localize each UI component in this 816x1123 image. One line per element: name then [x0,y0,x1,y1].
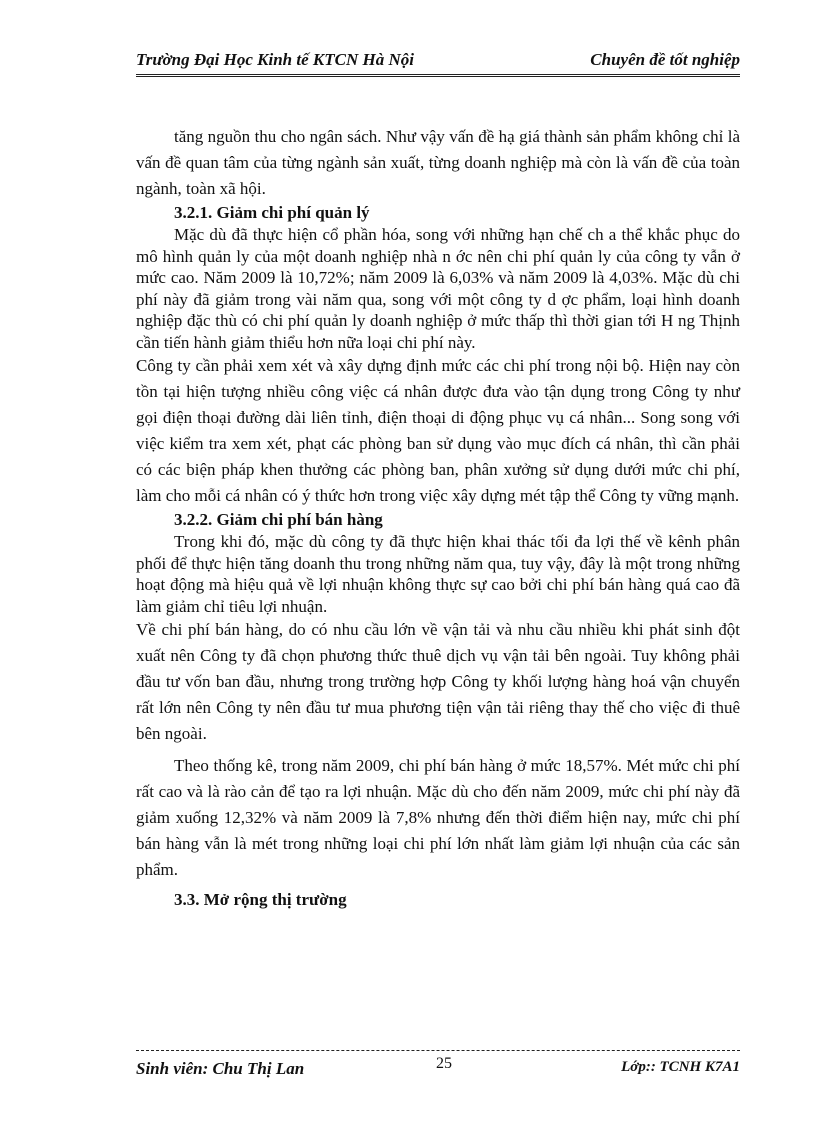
school-name: Trường Đại Học Kinh tế KTCN Hà Nội [136,50,414,69]
class-name: Lớp:: TCNH K7A1 [621,1059,740,1075]
page-number: 25 [436,1055,452,1072]
paragraph-intro: tăng nguồn thu cho ngân sách. Như vậy vấn đề hạ giá thành sản phẩm không chỉ là vấn đề quan tâm của từng ngành sản xuất, từng doanh nghiệp mà còn là vấn đề của toàn ngành, toàn xã hội. [136,127,740,198]
paragraph-sales-cost-b: Về chi phí bán hàng, do có nhu cầu lớn về vận tải và nhu cầu nhiều khi phát sinh đột xuất nên Công ty đã chọn phương thức thuê dịch vụ vận tải bên ngoài. Tuy không phải đầu tư vốn ban đầu, nhưng trong trường hợp Công ty khối lượng hàng hoá vận chuyển rất lớn nên Công ty nên đầu tư mua phương tiện vận tải riêng thay thế cho việc đi thuê bên ngoài. [136,620,740,743]
document-type: Chuyên đề tốt nghiệp [590,50,740,69]
paragraph-management-cost-a: Mặc dù đã thực hiện cổ phần hóa, song với những hạn chế ch a thể khắc phục do mô hình quản ly của một doanh nghiệp nhà n ớc nên chi phí quản ly của công ty vẫn ở mức cao. Năm 2009 là 10,72%; năm 2009 là 6,03% và năm 2009 là 4,03%. Mặc dù chi phí này đã giảm trong vài năm qua, song với một công ty d ợc phẩm, loại hình doanh nghiệp đặc thù có chi phí quản ly doanh nghiệp ở mức thấp thì thời gian tới H ng Thịnh cần tiến hành giảm thiểu hơn nữa loại chi phí này. [136,225,740,352]
student-name: Sinh viên: Chu Thị Lan [136,1059,305,1078]
section-heading-3-3: 3.3. Mở rộng thị trường [174,890,347,909]
page-header [136,48,740,77]
paragraph-statistics: Theo thống kê, trong năm 2009, chi phí bán hàng ở mức 18,57%. Mét mức chi phí rất cao và là rào cản để tạo ra lợi nhuận. Mặc dù cho đến năm 2009, mức chi phí này đã giảm xuống 12,32% và năm 2009 là 7,8% nhưng đến thời điểm hiện nay, mức chi phí bán hàng vẫn là mét trong những loại chi phí lớn nhất làm giảm lợi nhuận của các sản phẩm. [136,756,740,879]
page-content [136,124,740,911]
section-heading-3-2-1: 3.2.1. Giảm chi phí quản lý [174,203,370,222]
page-footer [136,1050,740,1079]
paragraph-management-cost-b: Công ty cần phải xem xét và xây dựng định mức các chi phí trong nội bộ. Hiện nay còn tồn tại hiện tượng nhiều công việc cá nhân được đưa vào tận dụng trong Công ty như gọi điện thoại đường dài liên tỉnh, điện thoại di động phục vụ cá nhân... Song song với việc kiểm tra xem xét, phạt các phòng ban sử dụng vào mục đích cá nhân, thì cần phải có các biện pháp khen thưởng các phòng ban, phân xưởng sử dụng dưới mức chi phí, làm cho mỗi cá nhân có ý thức hơn trong việc xây dựng mét tập thể Công ty vững mạnh. [136,356,740,505]
paragraph-sales-cost-a: Trong khi đó, mặc dù công ty đã thực hiện khai thác tối đa lợi thế về kênh phân phối để thực hiện tăng doanh thu trong những năm qua, tuy vậy, đây là một trong những hoạt động mà hiệu quả về lợi nhuận không thực sự cao bởi chi phí bán hàng quá cao đã làm giảm chỉ tiêu lợi nhuận. [136,532,740,616]
section-heading-3-2-2: 3.2.2. Giảm chi phí bán hàng [174,510,383,529]
